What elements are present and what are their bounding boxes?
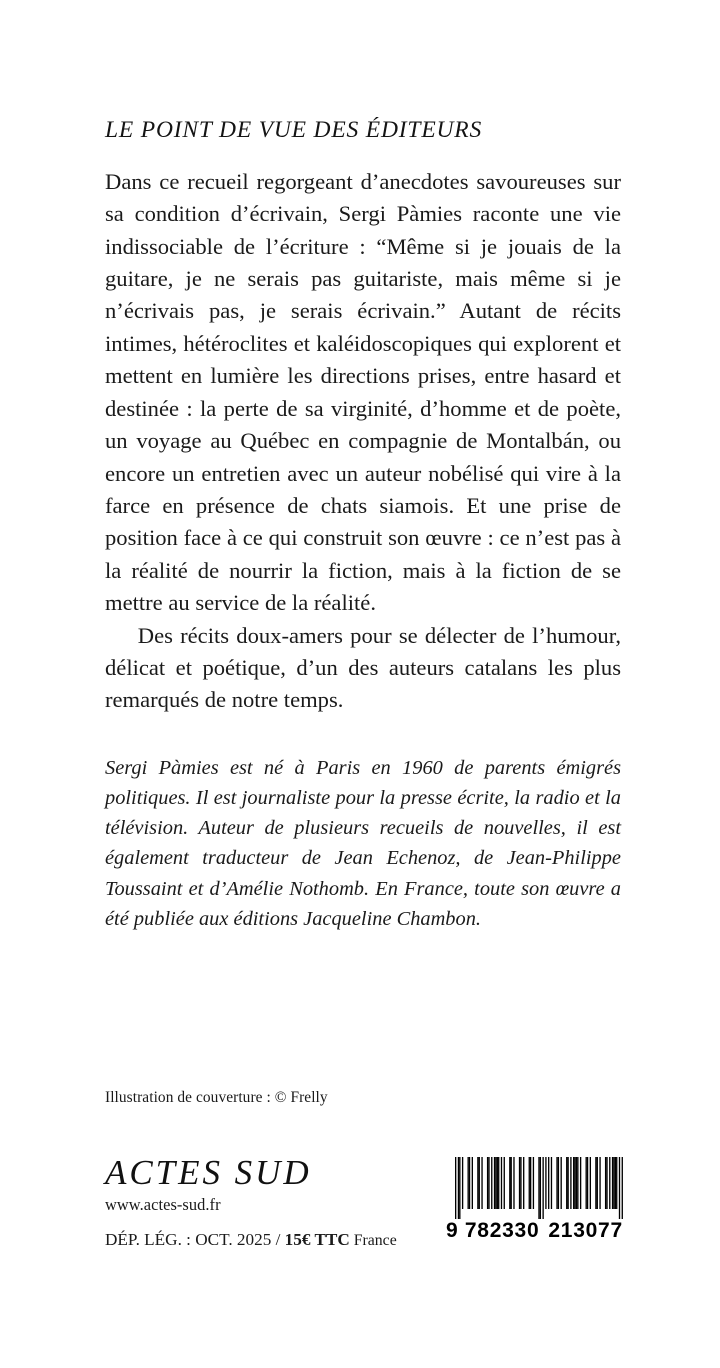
isbn-barcode (446, 1157, 626, 1241)
blurb-paragraph-1: Dans ce recueil regorgeant d’anecdotes savoureuses sur sa condition d’écrivain, Sergi Pàmies raconte une vie indissociable de l’écriture : “Même si je jouais de la guitare, je ne serais pas guitariste, mais même si je n’écrivais pas, je serais écrivain.” Autant de récits intimes, hétéroclites et kaléidoscopiques qui explorent et mettent en lumière les directions prises, entre hasard et destinée : la perte de sa virginité, d’homme et de poète, un voyage au Québec en compagnie de Montalbán, ou encore un entretien avec un auteur nobélisé qui vire à la farce en présence de chats siamois. Et une prise de position face à ce qui construit son œuvre : ce n’est pas à la réalité de nourrir la fiction, mais à la fiction de se mettre au service de la réalité. (105, 168, 621, 616)
cover-footer (0, 1155, 720, 1285)
barcode-lead-digit: 9 (446, 1219, 458, 1242)
publisher-website[interactable]: www.actes-sud.fr (105, 1195, 221, 1214)
barcode-group-1: 782330 (464, 1219, 540, 1242)
legal-deposit-date: DÉP. LÉG. : OCT. 2025 / (105, 1230, 285, 1249)
publisher-blurb (105, 166, 621, 717)
barcode-bars-graphic (455, 1157, 623, 1219)
author-biography-text: Sergi Pàmies est né à Paris en 1960 de parents émigrés politiques. Il est journaliste pour la presse écrite, la radio et la télévision. Auteur de plusieurs recueils de nouvelles, il est également traducteur de Jean Echenoz, de Jean-Philippe Toussaint et d’Amélie Nothomb. En France, toute son œuvre a été publiée aux éditions Jacqueline Chambon. (105, 756, 621, 930)
publisher-imprint-block (105, 1155, 312, 1215)
price-label: 15€ TTC (284, 1230, 350, 1249)
author-biography (105, 753, 621, 934)
main-text-column (105, 118, 621, 934)
barcode-group-2: 213077 (548, 1219, 623, 1242)
legal-deposit-line (105, 1230, 397, 1251)
editors-viewpoint-heading: LE POINT DE VUE DES ÉDITEURS (105, 117, 483, 143)
country-label: France (349, 1232, 397, 1249)
barcode-digits (446, 1220, 626, 1241)
cover-illustration-credit: Illustration de couverture : © Frelly (105, 1089, 328, 1106)
actes-sud-logo: ACTES SUD (105, 1153, 312, 1192)
blurb-paragraph-2: Des récits doux-amers pour se délecter de l’humour, délicat et poétique, d’un des auteurs catalans les plus remarqués de notre temps. (105, 622, 621, 713)
